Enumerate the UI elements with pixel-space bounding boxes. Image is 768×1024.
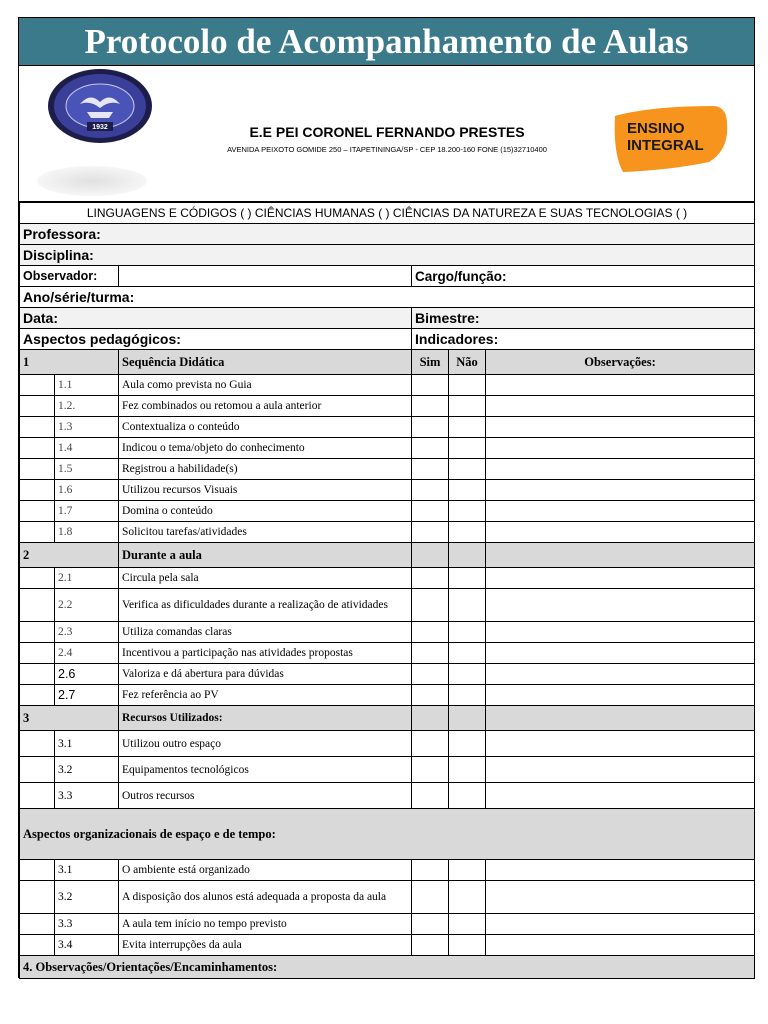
nao-cell[interactable] xyxy=(449,396,486,417)
sim-cell[interactable] xyxy=(412,622,449,643)
item-text: Registrou a habilidade(s) xyxy=(119,459,412,480)
obs-cell[interactable] xyxy=(486,914,755,935)
sim-cell[interactable] xyxy=(412,396,449,417)
table-row xyxy=(20,480,755,501)
table-row xyxy=(20,757,755,783)
obs-cell[interactable] xyxy=(486,860,755,881)
section-2-title: Durante a aula xyxy=(119,543,412,568)
obs-cell[interactable] xyxy=(486,459,755,480)
sim-cell[interactable] xyxy=(412,860,449,881)
data-label: Data: xyxy=(20,308,412,329)
badge-line-2: INTEGRAL xyxy=(627,137,704,154)
nao-cell[interactable] xyxy=(449,622,486,643)
data-row xyxy=(20,308,755,329)
sim-cell[interactable] xyxy=(412,501,449,522)
obs-cell[interactable] xyxy=(486,589,755,622)
nao-cell[interactable] xyxy=(449,568,486,589)
nao-cell[interactable] xyxy=(449,417,486,438)
badge-text xyxy=(627,120,727,154)
section-org-title: Aspectos organizacionais de espaço e de tempo: xyxy=(20,809,755,860)
table-row xyxy=(20,622,755,643)
item-number: 1.6 xyxy=(55,480,119,501)
nao-cell[interactable] xyxy=(449,643,486,664)
obs-cell[interactable] xyxy=(486,757,755,783)
nao-cell[interactable] xyxy=(449,501,486,522)
sim-cell[interactable] xyxy=(412,783,449,809)
professora-row xyxy=(20,224,755,245)
disciplina-label: Disciplina: xyxy=(20,245,755,266)
nao-cell[interactable] xyxy=(449,589,486,622)
sim-cell[interactable] xyxy=(412,459,449,480)
item-text: Contextualiza o conteúdo xyxy=(119,417,412,438)
table-row xyxy=(20,501,755,522)
item-number: 1.3 xyxy=(55,417,119,438)
observador-label: Observador: xyxy=(20,266,119,287)
obs-cell[interactable] xyxy=(486,731,755,757)
observacoes-header: Observações: xyxy=(486,350,755,375)
obs-cell[interactable] xyxy=(486,375,755,396)
table-row xyxy=(20,643,755,664)
section-4-header xyxy=(20,956,755,979)
item-number: 1.2. xyxy=(55,396,119,417)
table-row xyxy=(20,417,755,438)
table-row xyxy=(20,664,755,685)
sim-cell[interactable] xyxy=(412,643,449,664)
bimestre-label: Bimestre: xyxy=(412,308,755,329)
obs-cell[interactable] xyxy=(486,396,755,417)
item-text: Aula como prevista no Guia xyxy=(119,375,412,396)
table-row xyxy=(20,568,755,589)
school-address: AVENIDA PEIXOTO GOMIDE 250 – ITAPETININGA/SP - CEP 18.200-160 FONE (15)32710400 xyxy=(227,145,547,154)
table-row xyxy=(20,459,755,480)
areas-row xyxy=(20,203,755,224)
sim-cell[interactable] xyxy=(412,480,449,501)
obs-cell[interactable] xyxy=(486,480,755,501)
sim-cell[interactable] xyxy=(412,589,449,622)
sim-cell[interactable] xyxy=(412,522,449,543)
nao-cell[interactable] xyxy=(449,783,486,809)
nao-cell[interactable] xyxy=(449,935,486,956)
item-text: Equipamentos tecnológicos xyxy=(119,757,412,783)
sim-cell[interactable] xyxy=(412,935,449,956)
item-number: 1.5 xyxy=(55,459,119,480)
table-row xyxy=(20,522,755,543)
item-number: 3.1 xyxy=(55,860,119,881)
table-row xyxy=(20,783,755,809)
nao-cell[interactable] xyxy=(449,664,486,685)
sim-header: Sim xyxy=(412,350,449,375)
section-3-title: Recursos Utilizados: xyxy=(119,706,412,731)
item-number: 3.4 xyxy=(55,935,119,956)
sim-cell[interactable] xyxy=(412,731,449,757)
item-text: Utilizou recursos Visuais xyxy=(119,480,412,501)
sim-cell[interactable] xyxy=(412,881,449,914)
nao-cell[interactable] xyxy=(449,881,486,914)
item-text: Solicitou tarefas/atividades xyxy=(119,522,412,543)
school-seal-logo xyxy=(47,68,153,144)
obs-cell[interactable] xyxy=(486,501,755,522)
item-text: A aula tem início no tempo previsto xyxy=(119,914,412,935)
item-text: Fez referência ao PV xyxy=(119,685,412,706)
sim-cell[interactable] xyxy=(412,438,449,459)
sim-cell[interactable] xyxy=(412,568,449,589)
professora-label: Professora: xyxy=(20,224,755,245)
item-number: 2.7 xyxy=(55,685,119,706)
observador-field[interactable] xyxy=(119,266,412,287)
sim-cell[interactable] xyxy=(412,375,449,396)
observation-table xyxy=(19,202,755,979)
section-4-title: 4. Observações/Orientações/Encaminhamentos: xyxy=(20,956,755,979)
item-number: 3.3 xyxy=(55,783,119,809)
nao-cell[interactable] xyxy=(449,480,486,501)
item-number: 2.3 xyxy=(55,622,119,643)
sim-cell[interactable] xyxy=(412,417,449,438)
table-row xyxy=(20,935,755,956)
item-text: Fez combinados ou retomou a aula anterior xyxy=(119,396,412,417)
item-text: Incentivou a participação nas atividades propostas xyxy=(119,643,412,664)
nao-cell[interactable] xyxy=(449,459,486,480)
item-text: Domina o conteúdo xyxy=(119,501,412,522)
table-row xyxy=(20,860,755,881)
nao-cell[interactable] xyxy=(449,914,486,935)
nao-cell[interactable] xyxy=(449,438,486,459)
table-row xyxy=(20,914,755,935)
section-2-header xyxy=(20,543,755,568)
nao-cell[interactable] xyxy=(449,522,486,543)
item-number: 1.4 xyxy=(55,438,119,459)
item-number: 2.1 xyxy=(55,568,119,589)
section-3-number: 3 xyxy=(20,706,119,731)
page-title: Protocolo de Acompanhamento de Aulas xyxy=(19,18,754,65)
obs-cell[interactable] xyxy=(486,622,755,643)
seal-year: 1932 xyxy=(92,124,108,131)
item-text: Verifica as dificuldades durante a realização de atividades xyxy=(119,589,412,622)
nao-header: Não xyxy=(449,350,486,375)
obs-cell[interactable] xyxy=(486,522,755,543)
item-number: 2.6 xyxy=(55,664,119,685)
table-row xyxy=(20,375,755,396)
table-row xyxy=(20,881,755,914)
obs-cell[interactable] xyxy=(486,685,755,706)
nao-cell[interactable] xyxy=(449,685,486,706)
item-number: 3.2 xyxy=(55,757,119,783)
section-1-number: 1 xyxy=(20,350,119,375)
nao-cell[interactable] xyxy=(449,375,486,396)
section-3-header xyxy=(20,706,755,731)
obs-cell[interactable] xyxy=(486,438,755,459)
obs-cell[interactable] xyxy=(486,664,755,685)
cargo-label: Cargo/função: xyxy=(412,266,755,287)
item-number: 1.1 xyxy=(55,375,119,396)
aspectos-label: Aspectos pedagógicos: xyxy=(20,329,412,350)
badge-line-1: ENSINO xyxy=(627,120,685,137)
item-number: 1.8 xyxy=(55,522,119,543)
obs-cell[interactable] xyxy=(486,417,755,438)
nao-cell[interactable] xyxy=(449,860,486,881)
item-text: Valoriza e dá abertura para dúvidas xyxy=(119,664,412,685)
section-org-header xyxy=(20,809,755,860)
obs-cell[interactable] xyxy=(486,935,755,956)
nao-cell[interactable] xyxy=(449,731,486,757)
sim-cell[interactable] xyxy=(412,914,449,935)
protocol-form xyxy=(18,17,755,978)
item-text: Indicou o tema/objeto do conhecimento xyxy=(119,438,412,459)
obs-cell[interactable] xyxy=(486,783,755,809)
section-1-title: Sequência Didática xyxy=(119,350,412,375)
aspectos-row xyxy=(20,329,755,350)
obs-cell[interactable] xyxy=(486,643,755,664)
school-header xyxy=(19,65,754,202)
obs-cell[interactable] xyxy=(486,881,755,914)
item-number: 3.2 xyxy=(55,881,119,914)
item-text: Evita interrupções da aula xyxy=(119,935,412,956)
table-row xyxy=(20,589,755,622)
item-number: 1.7 xyxy=(55,501,119,522)
observador-row xyxy=(20,266,755,287)
table-row xyxy=(20,685,755,706)
ano-serie-label: Ano/série/turma: xyxy=(20,287,755,308)
ano-serie-row xyxy=(20,287,755,308)
school-name: E.E PEI CORONEL FERNANDO PRESTES xyxy=(249,124,525,140)
item-text: Outros recursos xyxy=(119,783,412,809)
item-number: 3.3 xyxy=(55,914,119,935)
table-row xyxy=(20,438,755,459)
item-number: 2.4 xyxy=(55,643,119,664)
item-text: A disposição dos alunos está adequada a proposta da aula xyxy=(119,881,412,914)
disciplina-row xyxy=(20,245,755,266)
logo-shadow xyxy=(37,166,147,196)
item-text: O ambiente está organizado xyxy=(119,860,412,881)
sim-cell[interactable] xyxy=(412,685,449,706)
knowledge-areas: LINGUAGENS E CÓDIGOS ( ) CIÊNCIAS HUMANAS ( ) CIÊNCIAS DA NATUREZA E SUAS TECNOLOGIAS ( ) xyxy=(20,203,755,224)
table-row xyxy=(20,396,755,417)
obs-cell[interactable] xyxy=(486,568,755,589)
section-2-number: 2 xyxy=(20,543,119,568)
item-number: 2.2 xyxy=(55,589,119,622)
item-text: Utilizou outro espaço xyxy=(119,731,412,757)
item-number: 3.1 xyxy=(55,731,119,757)
nao-cell[interactable] xyxy=(449,757,486,783)
sim-cell[interactable] xyxy=(412,664,449,685)
item-text: Circula pela sala xyxy=(119,568,412,589)
sim-cell[interactable] xyxy=(412,757,449,783)
item-text: Utiliza comandas claras xyxy=(119,622,412,643)
table-row xyxy=(20,731,755,757)
section-1-header xyxy=(20,350,755,375)
indicadores-label: Indicadores: xyxy=(412,329,755,350)
